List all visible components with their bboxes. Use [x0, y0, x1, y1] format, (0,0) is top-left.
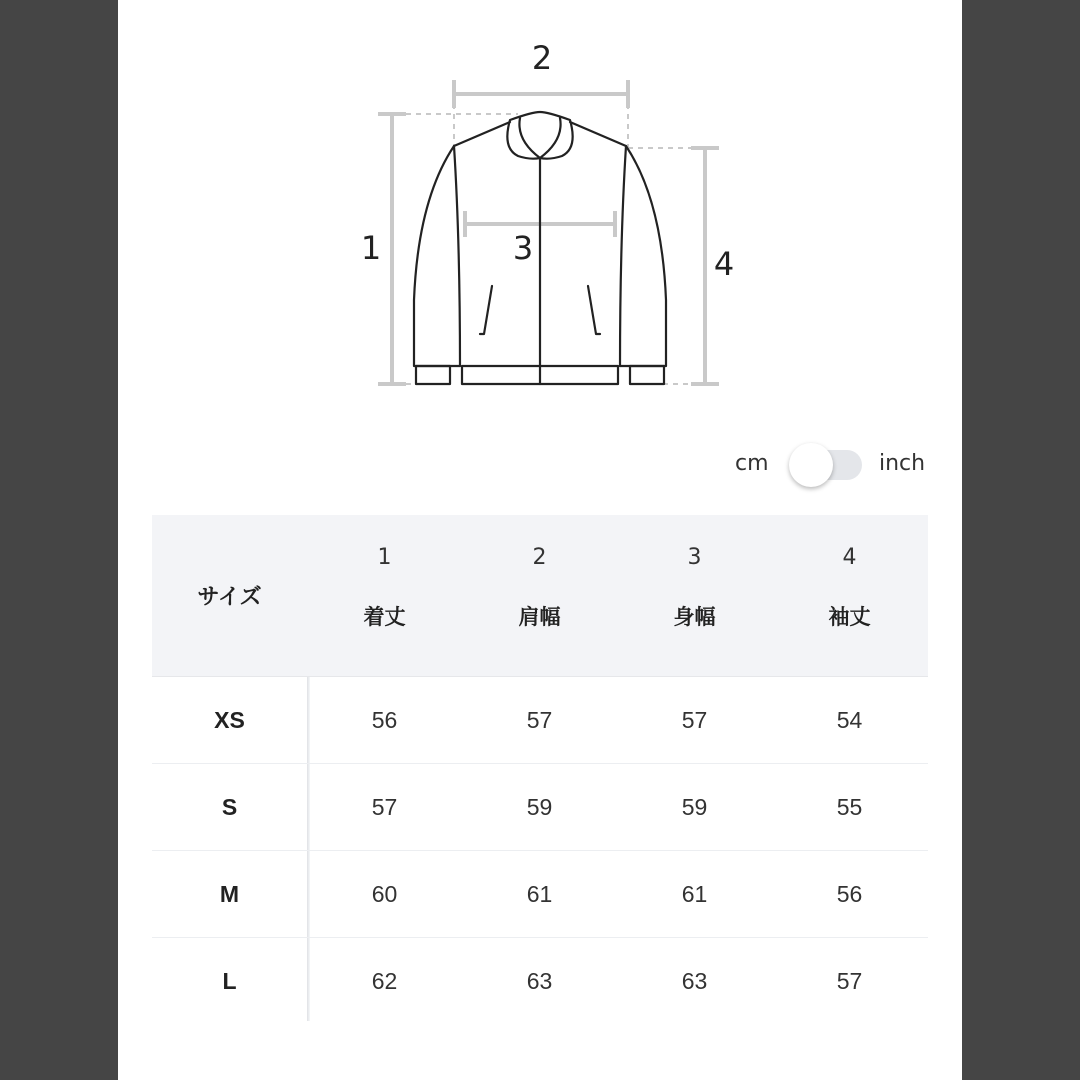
- dimension-label-length: 1: [360, 229, 382, 267]
- unit-switch-knob[interactable]: [789, 443, 833, 487]
- size-guide-sheet: [118, 0, 962, 1080]
- size-header: サイズ: [197, 585, 262, 610]
- table-cell: 63: [681, 967, 708, 994]
- table-cell: 57: [681, 706, 708, 733]
- size-table: [152, 515, 928, 1024]
- header-number: 3: [687, 545, 702, 570]
- measurement-lines: [378, 80, 719, 384]
- table-cell: 56: [836, 880, 863, 907]
- header-name: 着丈: [363, 605, 406, 629]
- table-header: [152, 515, 928, 677]
- table-cell: 56: [371, 706, 398, 733]
- table-cell: 60: [371, 880, 398, 907]
- table-cell: 61: [526, 880, 553, 907]
- header-name: 袖丈: [828, 605, 871, 629]
- unit-toggle[interactable]: [118, 443, 962, 487]
- header-name: 肩幅: [518, 605, 561, 629]
- table-cell: 54: [836, 706, 863, 733]
- table-cell: 57: [526, 706, 553, 733]
- header-number: 4: [842, 545, 857, 570]
- table-cell: 63: [526, 967, 553, 994]
- dimension-label-chest: 3: [512, 229, 534, 267]
- header-shoulder: [462, 515, 617, 676]
- header-length: [307, 515, 462, 676]
- table-cell: 62: [371, 967, 398, 994]
- row-size: M: [219, 880, 240, 907]
- jacket-measurement-diagram: [118, 0, 962, 420]
- table-cell: 59: [526, 793, 553, 820]
- row-size: L: [222, 967, 237, 994]
- table-cell: 59: [681, 793, 708, 820]
- unit-inch-label[interactable]: inch: [879, 451, 926, 476]
- table-row: [152, 851, 928, 938]
- table-cell: 61: [681, 880, 708, 907]
- header-number: 2: [532, 545, 547, 570]
- table-row: [152, 938, 928, 1024]
- header-number: 1: [377, 545, 392, 570]
- unit-cm-label[interactable]: cm: [735, 451, 769, 476]
- table-row: [152, 764, 928, 851]
- header-name: 身幅: [673, 605, 716, 629]
- jacket-outline: [414, 112, 666, 384]
- header-chest: [617, 515, 772, 676]
- row-size: XS: [214, 706, 245, 733]
- header-sleeve: [772, 515, 927, 676]
- dimension-label-sleeve: 4: [713, 245, 735, 283]
- table-row: [152, 677, 928, 764]
- row-size: S: [221, 793, 238, 820]
- table-cell: 55: [836, 793, 863, 820]
- dimension-label-shoulder: 2: [531, 39, 553, 77]
- table-cell: 57: [371, 793, 398, 820]
- table-cell: 57: [836, 967, 863, 994]
